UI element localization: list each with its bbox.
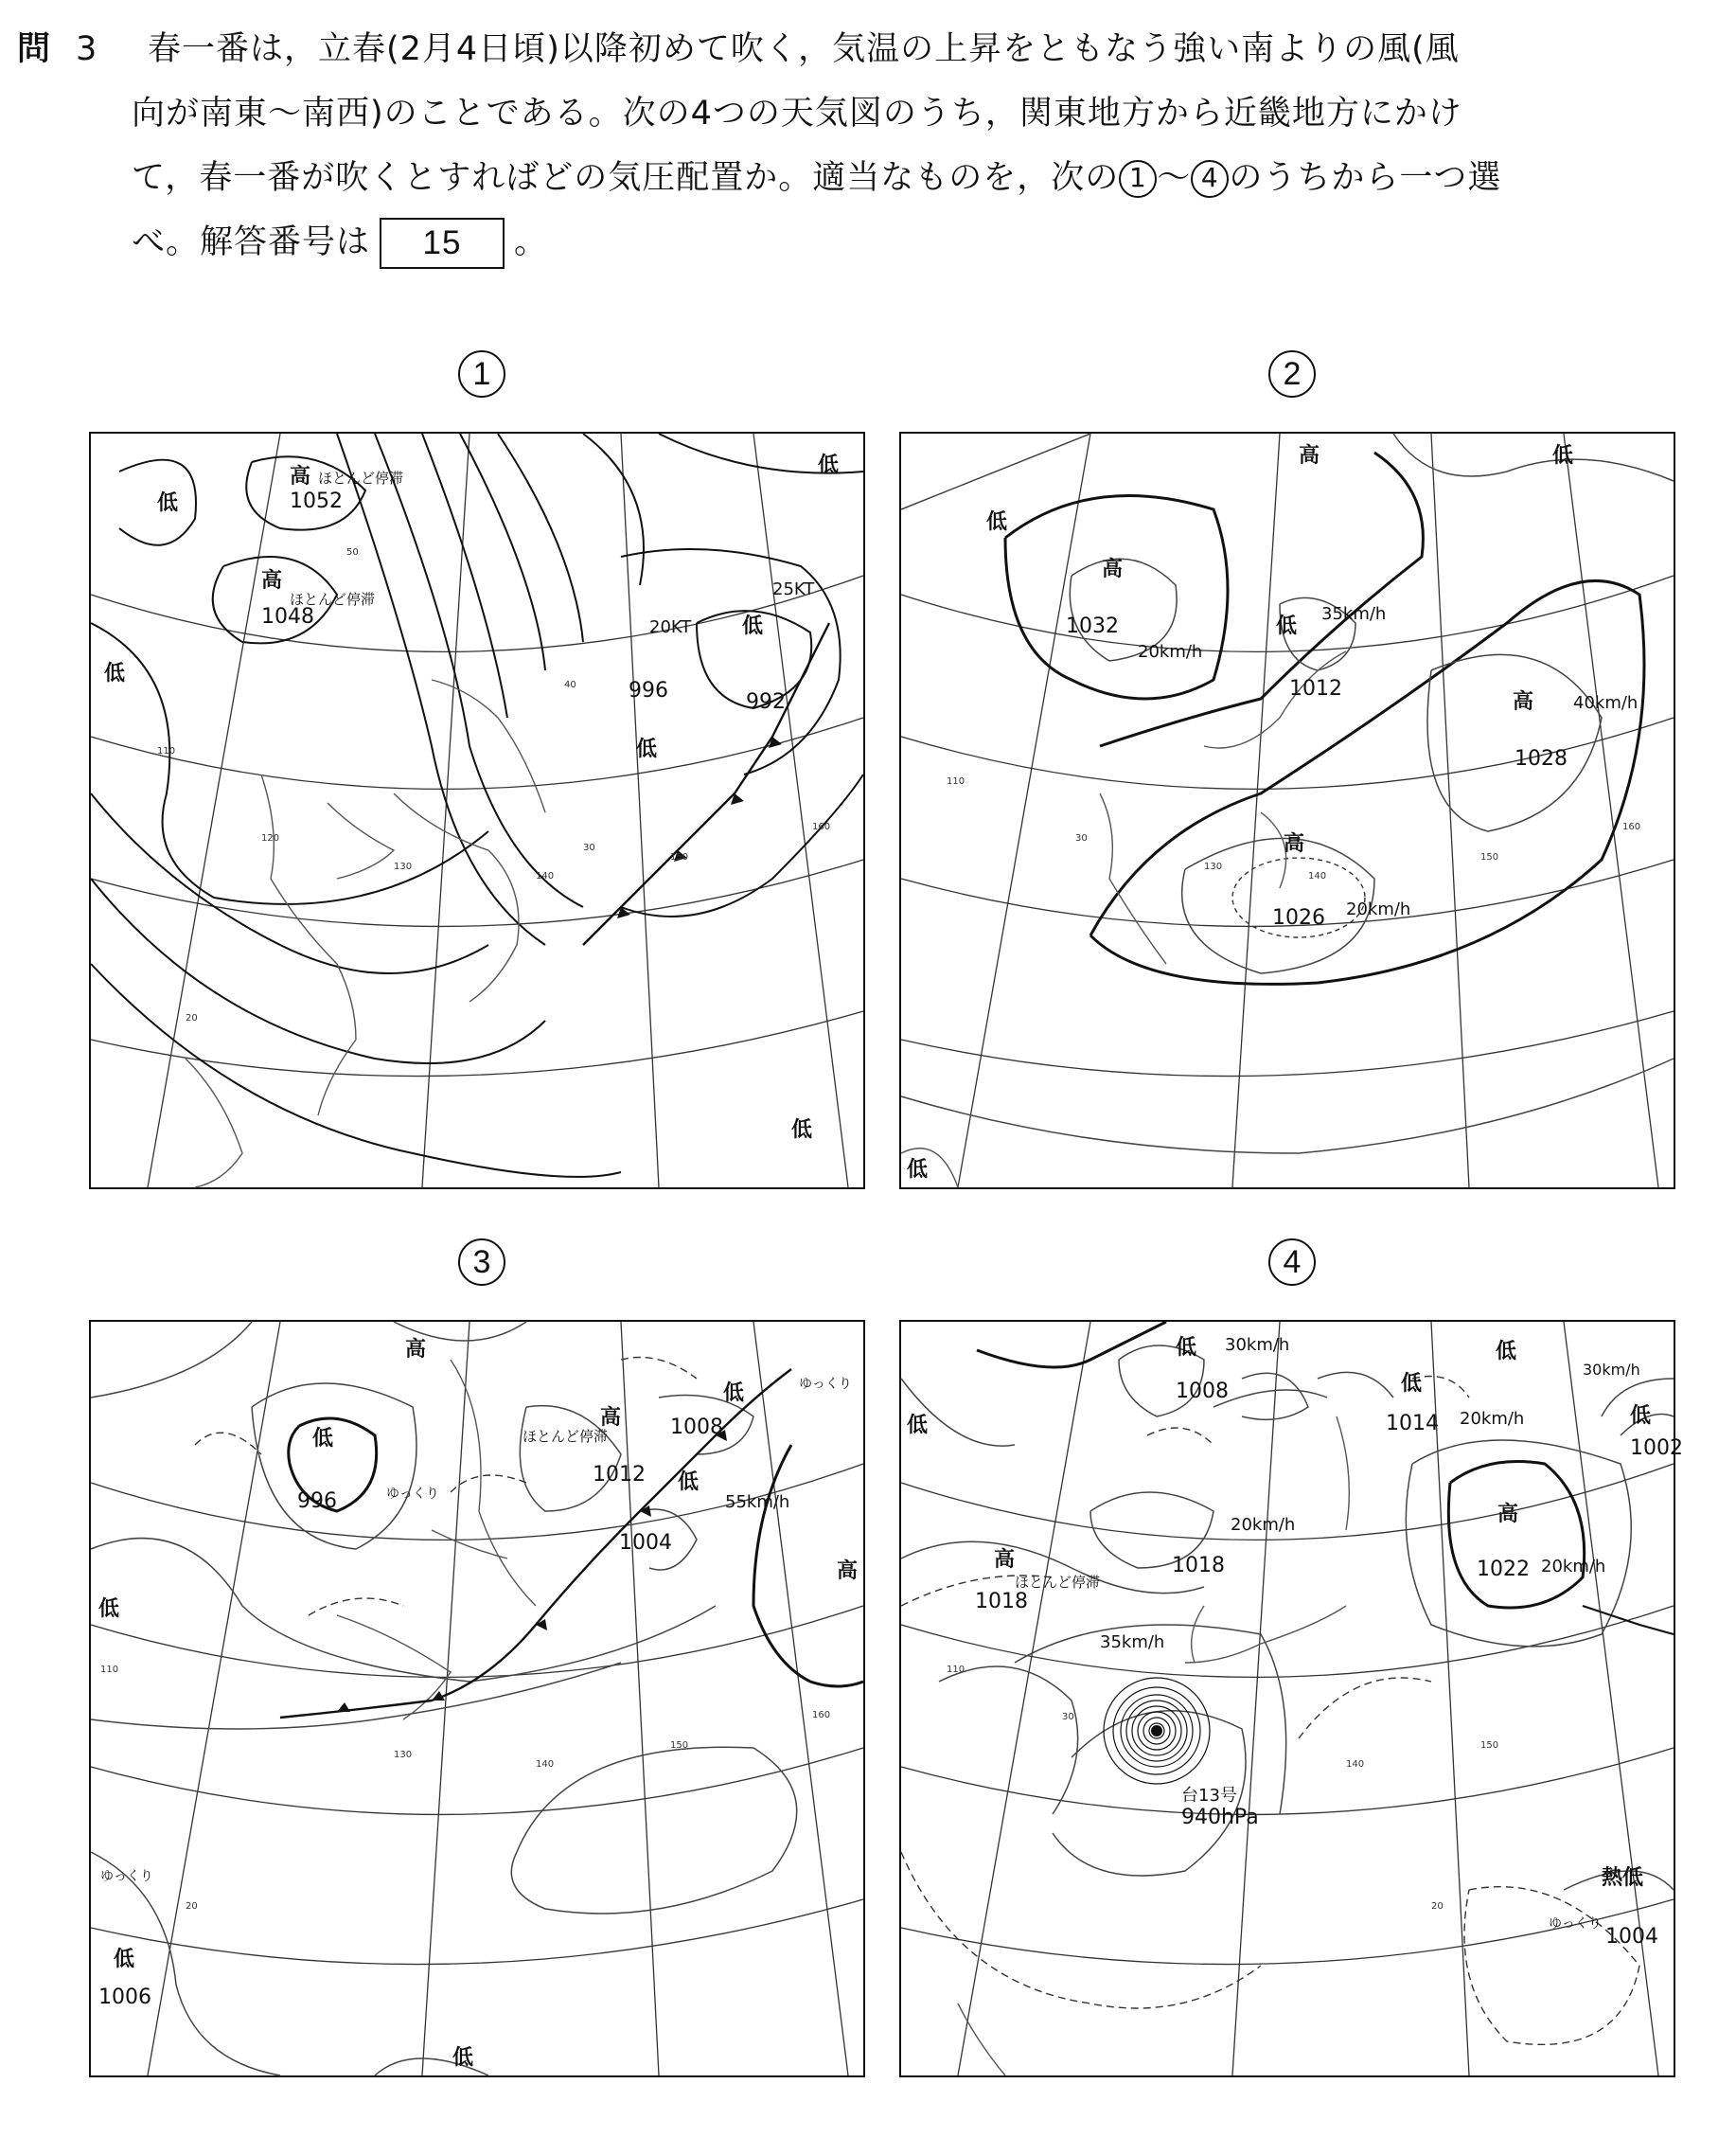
- map2-label: 35km/h: [1321, 604, 1387, 624]
- lon-label: 150: [670, 1740, 689, 1751]
- map1-label: ほとんど停滞: [290, 591, 376, 608]
- map4-label: 1004: [1605, 1925, 1658, 1949]
- map2-label: 20km/h: [1346, 899, 1411, 919]
- map1-label: 低: [636, 738, 658, 761]
- lon-label: 120: [261, 833, 280, 844]
- lat-label: 50: [346, 547, 359, 558]
- question-line-1: 春一番は，立春(2月4日頃)以降初めて吹く，気温の上昇をともなう強い南よりの風(風: [148, 30, 1460, 68]
- map2-label: 1026: [1272, 906, 1325, 930]
- map4-label: 35km/h: [1100, 1632, 1165, 1652]
- map2-label: 1028: [1515, 747, 1568, 771]
- lat-label: 30: [1075, 833, 1088, 844]
- question-line-3: [132, 146, 1501, 210]
- lon-label: 110: [100, 1665, 119, 1675]
- map4-label: 低: [907, 1414, 929, 1437]
- map4-label: 低: [1496, 1340, 1517, 1363]
- map3-label: 高: [837, 1559, 859, 1583]
- map4-label: 高: [1497, 1503, 1519, 1526]
- map1-label: 992: [746, 690, 786, 714]
- answer-box[interactable]: 15: [380, 218, 505, 269]
- lon-label: 140: [1308, 871, 1327, 882]
- map4-label: 1014: [1386, 1412, 1439, 1435]
- lon-label: 130: [394, 1750, 413, 1760]
- map3-label: ゆっくり: [100, 1869, 153, 1884]
- map3-label: ゆっくり: [386, 1487, 439, 1502]
- map4-label: 熱低: [1602, 1866, 1644, 1890]
- map3-label: 低: [678, 1470, 700, 1494]
- question-line-4b: 。: [514, 223, 549, 261]
- map4-label: 1018: [1172, 1554, 1225, 1577]
- question-line-3b: のうちから一つ選: [1229, 159, 1502, 197]
- map4-label: 台13号: [1181, 1786, 1237, 1806]
- lon-label: 150: [670, 852, 689, 863]
- lon-label: 130: [394, 862, 413, 872]
- map2-label: 低: [986, 510, 1008, 534]
- map4-label: 低: [1630, 1404, 1652, 1428]
- lon-label: 160: [812, 1710, 831, 1720]
- map4-label: 高: [994, 1548, 1016, 1572]
- lat-label: 20: [186, 1013, 198, 1024]
- map2-label: 高: [1284, 832, 1305, 856]
- choice-range-end: 4: [1191, 160, 1229, 198]
- map3-label: 低: [312, 1427, 334, 1451]
- map4-label: 1008: [1176, 1380, 1229, 1403]
- question-line-2: 向が南東〜南西)のことである。次の4つの天気図のうち，関東地方から近畿地方にかけ: [132, 95, 1462, 133]
- map3-label: 低: [98, 1597, 120, 1621]
- map-number-2: 2: [1268, 350, 1316, 398]
- map1-label: 低: [791, 1118, 813, 1142]
- lon-label: 160: [1622, 822, 1641, 832]
- question-number: 3: [76, 30, 97, 68]
- map1-label: 低: [818, 454, 840, 477]
- lat-label: 20: [186, 1901, 198, 1912]
- map2-label: 高: [1299, 444, 1320, 468]
- map2-label: 低: [907, 1158, 929, 1182]
- map2-label: 高: [1513, 690, 1534, 714]
- map3-label: 1012: [593, 1463, 646, 1487]
- choice-range-sep: 〜: [1157, 159, 1192, 197]
- lat-label: 40: [564, 680, 576, 690]
- map4-label: 1002: [1630, 1436, 1683, 1460]
- map2-label: 40km/h: [1573, 693, 1639, 713]
- question-line-3a: て，春一番が吹くとすればどの気圧配置か。適当なものを，次の: [132, 159, 1120, 197]
- map4-label: 20km/h: [1541, 1557, 1606, 1576]
- map1-label: 996: [629, 679, 668, 703]
- map3-label: 1004: [619, 1531, 672, 1555]
- map2-label: 低: [1552, 444, 1574, 468]
- map1-label: 1048: [261, 605, 314, 629]
- map1-label: 低: [742, 614, 764, 638]
- map3-label: 高: [405, 1338, 427, 1362]
- weather-map-3: [89, 1320, 865, 2077]
- map3-label: 55km/h: [725, 1492, 790, 1512]
- map4-label: 30km/h: [1583, 1361, 1640, 1379]
- map1-label: 25KT: [772, 579, 815, 599]
- lat-label: 30: [583, 843, 595, 853]
- weather-map-2: [899, 432, 1675, 1189]
- map1-label: 高: [290, 465, 311, 489]
- lon-label: 110: [947, 1665, 965, 1675]
- lon-label: 140: [536, 1759, 555, 1770]
- map4-label: ゆっくり: [1549, 1916, 1602, 1932]
- map1-label: 高: [261, 569, 283, 593]
- lon-label: 110: [157, 746, 176, 757]
- map3-label: ほとんど停滞: [523, 1428, 609, 1445]
- map3-label: 低: [114, 1948, 135, 1971]
- map4-label: 940hPa: [1181, 1806, 1259, 1829]
- map4-label: ほとんど停滞: [1015, 1574, 1101, 1591]
- map3-label: ゆっくり: [799, 1377, 852, 1392]
- lon-label: 150: [1480, 1740, 1499, 1751]
- choice-range-start: 1: [1119, 160, 1157, 198]
- map4-label: 20km/h: [1460, 1409, 1525, 1429]
- lat-label: 20: [1431, 1901, 1444, 1912]
- lon-label: 140: [1346, 1759, 1365, 1770]
- map3-label: 1008: [670, 1416, 723, 1439]
- map1-label: 1052: [290, 490, 343, 513]
- map1-label: 低: [157, 491, 179, 515]
- weather-map-1: [89, 432, 865, 1189]
- map1-label: ほとんど停滞: [318, 470, 404, 487]
- map4-label: 低: [1176, 1336, 1197, 1360]
- map2-label: 1032: [1066, 614, 1119, 638]
- map1-label: 低: [104, 662, 126, 686]
- weather-map-4: [899, 1320, 1683, 2077]
- map2-label: 20km/h: [1138, 642, 1203, 662]
- map-number-4: 4: [1268, 1238, 1316, 1286]
- map1-label: 20KT: [649, 617, 692, 637]
- map4-label: 30km/h: [1225, 1335, 1290, 1355]
- map2-label: 1012: [1289, 677, 1342, 701]
- question-line-4: [132, 210, 548, 275]
- lon-label: 140: [536, 871, 555, 882]
- map3-label: 996: [297, 1489, 337, 1513]
- map4-label: 20km/h: [1231, 1515, 1296, 1535]
- map2-label: 低: [1276, 614, 1298, 638]
- map3-label: 低: [452, 2046, 474, 2070]
- lon-label: 150: [1480, 852, 1499, 863]
- map4-label: 1022: [1477, 1558, 1530, 1581]
- map3-label: 高: [600, 1406, 622, 1430]
- map4-label: 低: [1401, 1372, 1423, 1396]
- lon-label: 110: [947, 776, 965, 787]
- lon-label: 160: [812, 822, 831, 832]
- map4-label: 1018: [975, 1590, 1028, 1613]
- lat-label: 30: [1062, 1712, 1074, 1722]
- question-line-4a: べ。解答番号は: [132, 223, 371, 261]
- question-label: 問: [17, 30, 51, 68]
- map3-label: 1006: [98, 1986, 151, 2009]
- map2-label: 高: [1102, 558, 1124, 581]
- map3-label: 低: [723, 1381, 745, 1405]
- lon-label: 130: [1204, 862, 1223, 872]
- map-number-3: 3: [458, 1238, 505, 1286]
- map-number-1: 1: [458, 350, 505, 398]
